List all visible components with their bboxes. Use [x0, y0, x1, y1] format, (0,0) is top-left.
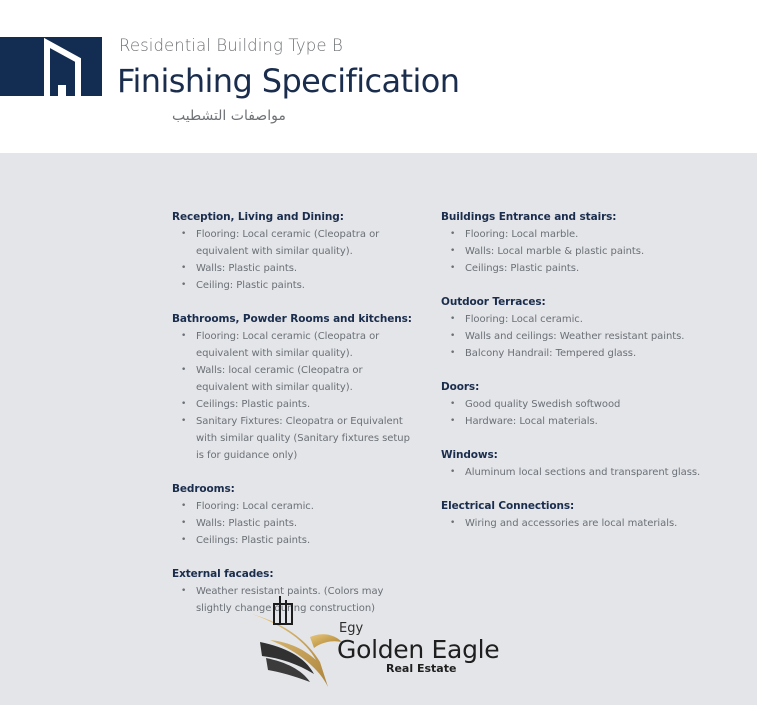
spec-item: • Walls: local ceramic (Cleopatra or equivalent with similar quality).: [172, 362, 412, 396]
section-heading: Reception, Living and Dining:: [172, 211, 344, 223]
spec-item: • Good quality Swedish softwood: [441, 396, 711, 413]
watermark-logo-text: [522, 592, 523, 593]
spec-section: [441, 294, 711, 362]
spec-section: [441, 379, 711, 430]
document-subtitle: Residential Building Type B: [119, 36, 343, 55]
section-heading: Bathrooms, Powder Rooms and kitchens:: [172, 313, 412, 325]
spec-list: [172, 226, 412, 294]
spec-list: [172, 328, 412, 464]
page-title: Finishing Specification: [117, 62, 460, 100]
spec-item: • Hardware: Local materials.: [441, 413, 711, 430]
watermark-subtitle: Real Estate: [386, 662, 457, 675]
section-heading: Doors:: [441, 381, 480, 393]
section-heading: External facades:: [172, 568, 274, 580]
spec-list: [441, 464, 711, 481]
spec-section: [441, 209, 711, 277]
building-icon: [0, 37, 102, 96]
watermark-name: Golden Eagle: [337, 635, 500, 664]
spec-item: • Flooring: Local ceramic (Cleopatra or equivalent with similar quality).: [172, 226, 412, 260]
spec-section: [172, 481, 412, 549]
spec-item: • Walls and ceilings: Weather resistant paints.: [441, 328, 711, 345]
spec-item: • Balcony Handrail: Tempered glass.: [441, 345, 711, 362]
watermark-egy: Egy: [339, 621, 364, 636]
header: [0, 0, 757, 153]
spec-item: • Flooring: Local ceramic.: [441, 311, 711, 328]
spec-section: [172, 311, 412, 464]
spec-item: • Aluminum local sections and transparent glass.: [441, 464, 711, 481]
spec-item: • Sanitary Fixtures: Cleopatra or Equivalent with similar quality (Sanitary fixtures setup is for guidance only): [172, 413, 412, 464]
spec-list: [441, 515, 711, 532]
spec-item: • Ceilings: Plastic paints.: [441, 260, 711, 277]
left-column: [172, 209, 412, 634]
spec-item: • Weather resistant paints. (Colors may slightly change during construction): [172, 583, 412, 617]
spec-item: • Flooring: Local ceramic.: [172, 498, 412, 515]
section-heading: Bedrooms:: [172, 483, 235, 495]
spec-item: • Wiring and accessories are local materials.: [441, 515, 711, 532]
section-heading: Outdoor Terraces:: [441, 296, 546, 308]
arabic-title: مواصفات التشطيب: [172, 108, 286, 124]
section-heading: Electrical Connections:: [441, 500, 575, 512]
brand-logo: [0, 37, 102, 96]
spec-item: • Walls: Plastic paints.: [172, 515, 412, 532]
building-mark-icon: [274, 596, 292, 624]
section-heading: Windows:: [441, 449, 498, 461]
spec-section: [441, 498, 711, 532]
spec-item: • Flooring: Local ceramic (Cleopatra or equivalent with similar quality).: [172, 328, 412, 362]
spec-section: [441, 447, 711, 481]
spec-list: [441, 396, 711, 430]
spec-item: • Ceiling: Plastic paints.: [172, 277, 412, 294]
spec-item: • Walls: Plastic paints.: [172, 260, 412, 277]
section-heading: Buildings Entrance and stairs:: [441, 211, 617, 223]
spec-list: [441, 226, 711, 277]
spec-item: • Walls: Local marble & plastic paints.: [441, 243, 711, 260]
spec-item: • Flooring: Local marble.: [441, 226, 711, 243]
spec-section: [172, 209, 412, 294]
spec-list: [441, 311, 711, 362]
right-column: [441, 209, 711, 549]
spec-list: [172, 498, 412, 549]
spec-item: • Ceilings: Plastic paints.: [172, 396, 412, 413]
spec-item: • Ceilings: Plastic paints.: [172, 532, 412, 549]
